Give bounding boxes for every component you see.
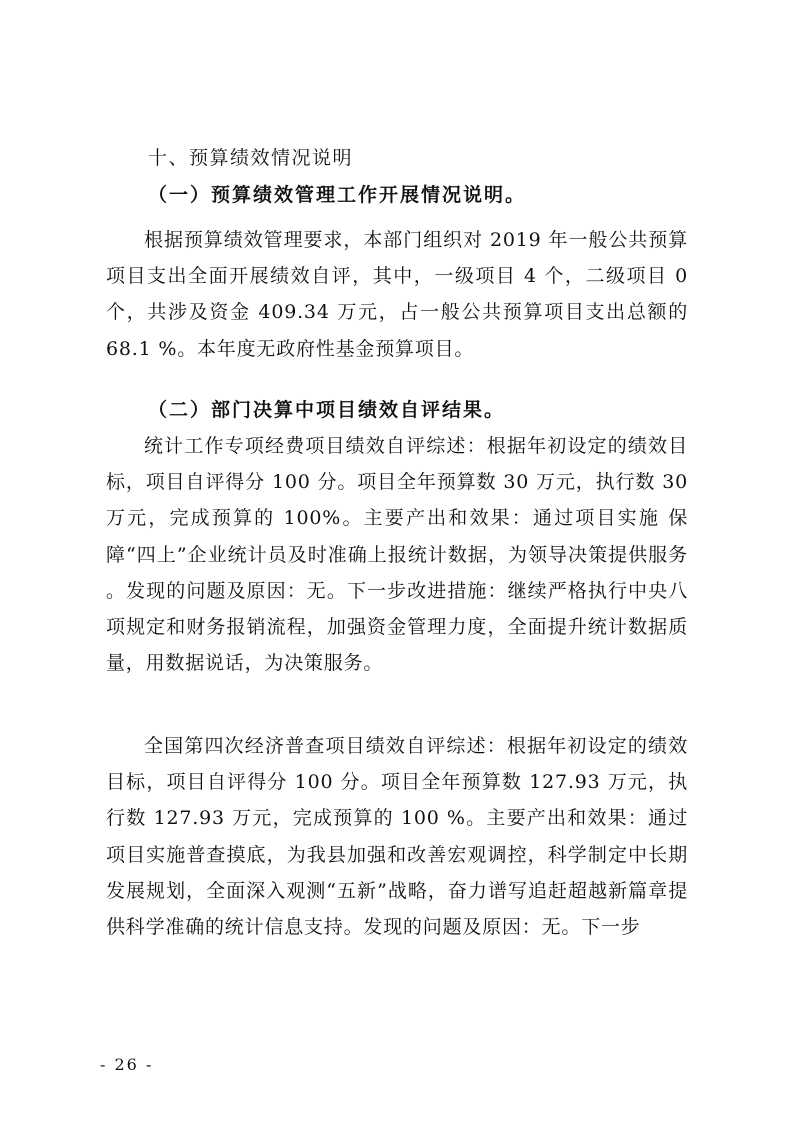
section-title: 十、预算绩效情况说明 <box>148 147 354 169</box>
subsection-title-self-evaluation: （二）部门决算中项目绩效自评结果。 <box>148 399 506 421</box>
paragraph-statistics-project: 统计工作专项经费项目绩效自评综述：根据年初设定的绩效目标，项目自评得分 100 分。项目全年预算数 30 万元，执行数 30 万元，完成预算的 100%。主要产出和效果：通过项目实施 保障“四上”企业统计员及时准确上报统计数据，为领导决策提供服务 。发现的问题及原因：无。下一步改进措施：继续严格执行中央八项规定和财务报销流程，加强资金管理力度，全面提升统计数据质量，用数据说话，为决策服务。 <box>106 435 688 675</box>
paragraph-economic-census-project: 全国第四次经济普查项目绩效自评综述：根据年初设定的绩效目标，项目自评得分 100 分。项目全年预算数 127.93 万元，执行数 127.93 万元，完成预算的 100 %。主要产出和效果：通过项目实施普查摸底，为我县加强和改善宏观调控，科学制定中长期发展规划，全面深入观测“五新”战略，奋力谱写追赶超越新篇章提供科学准确的统计信息支持。发现的问题及原因：无。下一步 <box>106 735 688 939</box>
subsection-title-performance-management: （一）预算绩效管理工作开展情况说明。 <box>148 184 527 206</box>
page-number: - 26 - <box>100 1055 154 1074</box>
paragraph-performance-management: 根据预算绩效管理要求，本部门组织对 2019 年一般公共预算项目支出全面开展绩效自评，其中，一级项目 4 个，二级项目 0 个，共涉及资金 409.34 万元，占一般公共预算项目支出总额的 68.1 %。本年度无政府性基金预算项目。 <box>106 229 688 360</box>
